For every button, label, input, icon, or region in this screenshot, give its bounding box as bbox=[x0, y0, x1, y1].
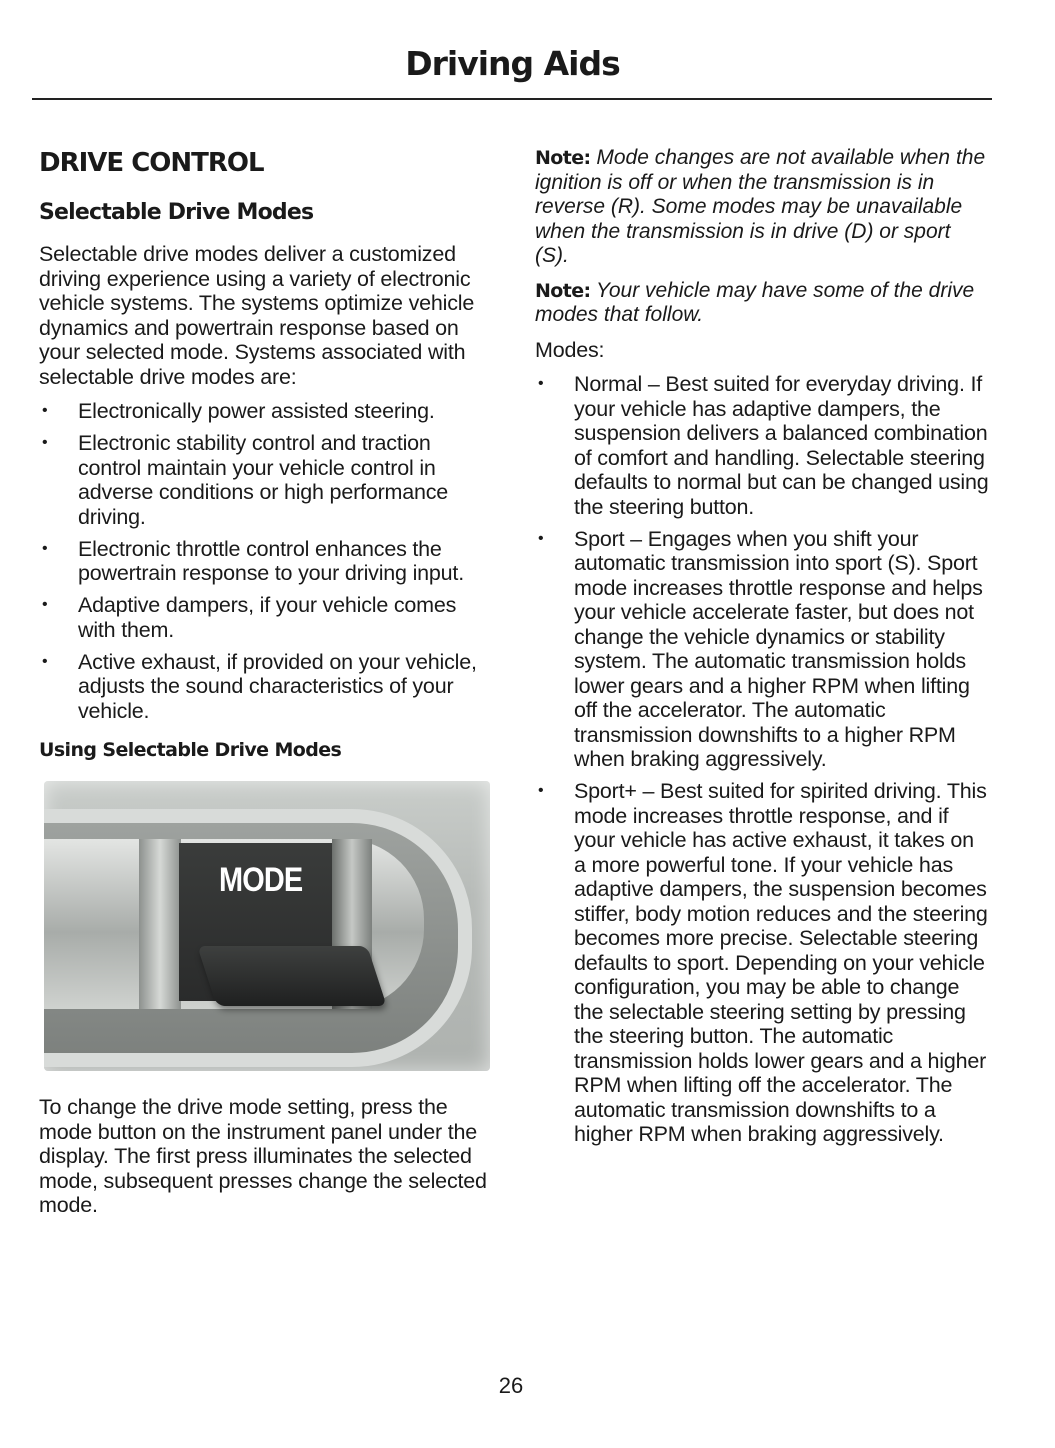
intro-paragraph: Selectable drive modes deliver a customized driving experience using a variety of electronic vehicle systems. The systems optimize vehicle dynamics and powertrain response based on your selected mode. Systems associated with selectable drive modes are: bbox=[39, 242, 475, 389]
note-availability: Note: Mode changes are not available when the ignition is off or when the transmission is in reverse (R). Some modes may be unavailable when the transmission is in drive (D) or sport (S). bbox=[535, 146, 986, 267]
modes-list bbox=[535, 372, 990, 1147]
left-column bbox=[39, 146, 499, 1228]
mode-button-illustration bbox=[44, 781, 490, 1071]
list-item: • Electronic throttle control enhances the powertrain response to your driving input. bbox=[42, 536, 464, 585]
section-title: DRIVE CONTROL bbox=[39, 148, 264, 178]
mode-label: MODE bbox=[219, 861, 303, 899]
mode-sport: • Sport – Engages when you shift your automatic transmission into sport (S). Sport mode increases throttle response and helps your vehicle accelerate faster, but does not change the vehicle dynamics or stability system. The automatic transmission holds lower gears and a higher RPM when lifting off the accelerator. The automatic transmission downshifts to a higher RPM when braking aggressively. bbox=[538, 526, 983, 771]
bullet-icon: • bbox=[538, 782, 544, 799]
page-number: 26 bbox=[498, 1373, 524, 1398]
list-item: • Electronically power assisted steering. bbox=[42, 399, 435, 423]
subsection-title: Selectable Drive Modes bbox=[39, 200, 314, 225]
bullet-icon: • bbox=[538, 529, 544, 547]
list-item: • Electronic stability control and traction control maintain your vehicle control in adverse conditions or high performance driving. bbox=[42, 431, 449, 529]
note-modes: Note: Your vehicle may have some of the drive modes that follow. bbox=[535, 278, 975, 326]
list-item: • Adaptive dampers, if your vehicle comes with them. bbox=[42, 593, 457, 642]
systems-list bbox=[39, 399, 499, 723]
mode-sport-plus: • Sport+ – Best suited for spirited driving. This mode increases throttle response, and if your vehicle has active exhaust, it takes on a more powerful tone. If your vehicle has adaptive dampers, the suspension becomes stiffer, body motion reduces and the steering becomes more precise. Selectable steering defaults to sport. Depending on your vehicle configuration, you may be able to change the selectable steering setting by pressing the steering button. The automatic transmission holds lower gears and a higher RPM when lifting off the accelerator. The automatic transmission downshifts to a higher RPM when braking aggressively. bbox=[538, 779, 988, 1146]
mode-button-tab bbox=[197, 946, 386, 1006]
bullet-icon: • bbox=[538, 375, 544, 392]
list-item: • Active exhaust, if provided on your vehicle, adjusts the sound characteristics of your vehicle. bbox=[42, 649, 477, 723]
instructions-paragraph: To change the drive mode setting, press the mode button on the instrument panel under the display. The first press illuminates the selected mode, subsequent presses change the selected mode. bbox=[39, 1095, 487, 1217]
mode-normal: • Normal – Best suited for everyday driving. If your vehicle has adaptive dampers, the suspension delivers a balanced combination of comfort and handling. Selectable steering defaults to normal but can be changed using the steering button. bbox=[538, 372, 989, 519]
right-column bbox=[535, 146, 990, 1157]
page-title: Driving Aids bbox=[405, 44, 620, 83]
bullet-icon: • bbox=[42, 596, 48, 613]
bullet-icon: • bbox=[42, 652, 48, 670]
using-modes-heading: Using Selectable Drive Modes bbox=[39, 739, 342, 761]
bullet-icon: • bbox=[42, 539, 48, 557]
bullet-icon: • bbox=[42, 434, 48, 451]
bullet-icon: • bbox=[42, 402, 48, 419]
modes-label: Modes: bbox=[535, 337, 605, 362]
header-divider bbox=[32, 98, 992, 100]
